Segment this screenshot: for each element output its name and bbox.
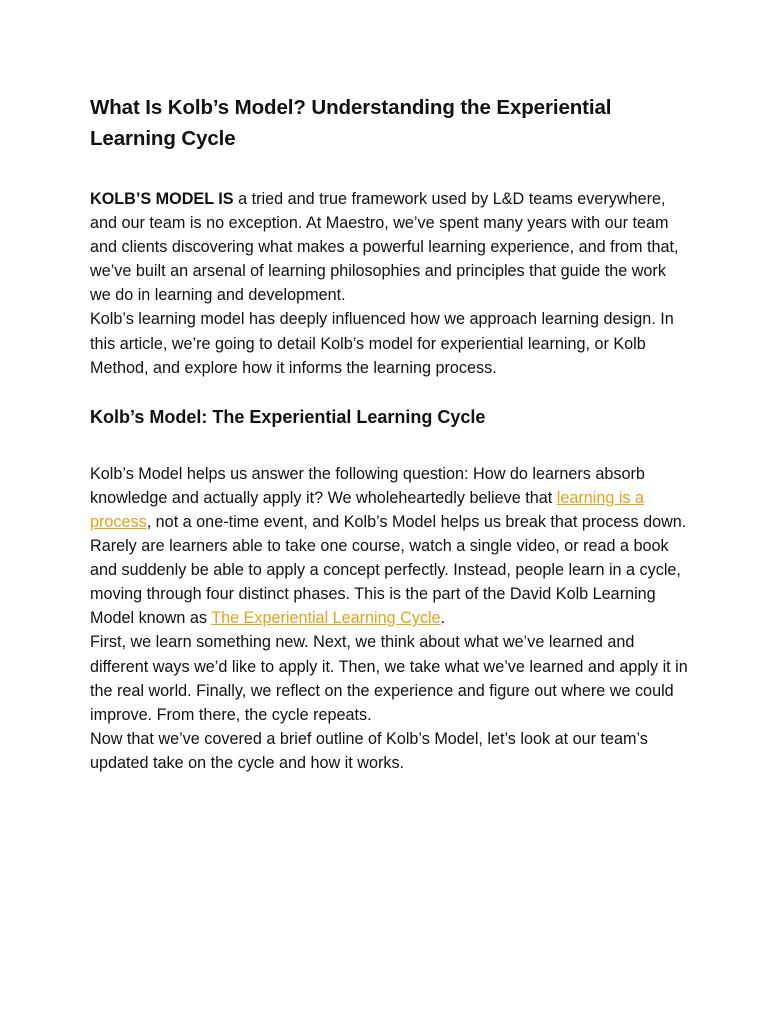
intro-kicker: KOLB’S MODEL IS xyxy=(90,190,234,208)
section-paragraph-3: First, we learn something new. Next, we think about what we’ve learned and different ways we’d like to apply it. Then, we take what we’ve learned and apply it in the real world. Finally, we reflect on the experience and figure out where we could improve. From there, the cycle repeats. xyxy=(90,633,688,724)
section-p2-before: Rarely are learners able to take one course, watch a single video, or read a book and suddenly be able to apply a concept perfectly. Instead, people learn in a cycle, moving through four distinct phases. This is the part of the David Kolb Learning Model known as xyxy=(90,537,681,628)
section-paragraph-2 xyxy=(90,534,690,630)
section-p1-before: Kolb’s Model helps us answer the following question: How do learners absorb knowledge and actually apply it? We wholeheartedly believe that xyxy=(90,464,645,507)
article-title: What Is Kolb’s Model? Understanding the Experiential Learning Cycle xyxy=(90,96,612,150)
section-heading: Kolb’s Model: The Experiential Learning Cycle xyxy=(90,406,486,427)
learning-is-a-process-link[interactable]: learning is a process xyxy=(90,488,645,531)
experiential-learning-cycle-link[interactable]: The Experiential Learning Cycle xyxy=(211,609,441,628)
section-p2-after: . xyxy=(440,609,446,628)
section-paragraph-4: Now that we’ve covered a brief outline of Kolb’s Model, let’s look at our team’s updated take on the cycle and how it works. xyxy=(90,729,648,772)
intro-paragraph-2: Kolb’s learning model has deeply influenced how we approach learning design. In this article, we’re going to detail Kolb’s model for experiential learning, or Kolb Method, and explore how it informs the learning process. xyxy=(90,310,674,377)
section-p1-after: , not a one-time event, and Kolb’s Model helps us break that process down. xyxy=(146,512,687,531)
intro-text: a tried and true framework used by L&D teams everywhere, and our team is no exception. At Maestro, we’ve spent many years with our team and clients discovering what makes a powerful learning experience, and from that, we’ve built an arsenal of learning philosophies and principles that guide the work we do in learning and development. xyxy=(90,190,679,305)
document-page xyxy=(90,92,690,775)
section-paragraph-1 xyxy=(90,462,690,534)
intro-paragraph xyxy=(90,187,690,307)
